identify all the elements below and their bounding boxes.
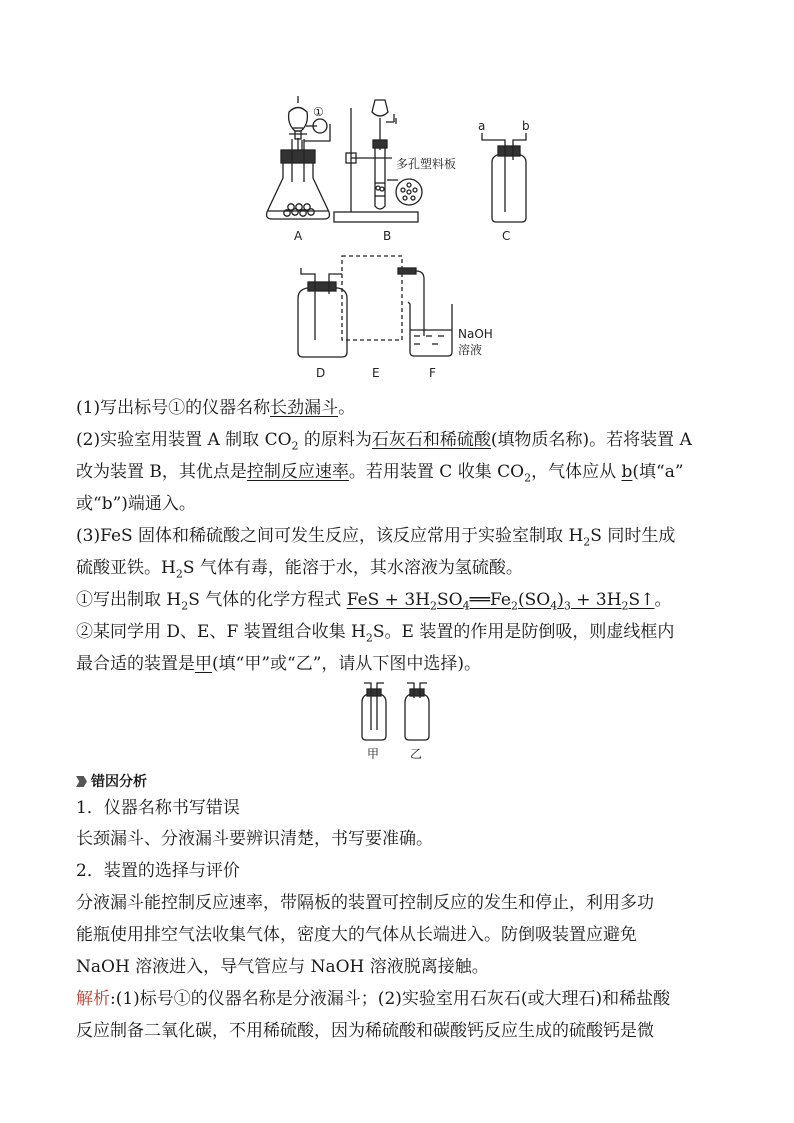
- naoh-solution-label: 溶液: [458, 343, 483, 357]
- marker-1: ①: [313, 105, 324, 119]
- plate-label: 多孔塑料板: [396, 157, 457, 171]
- label-e: E: [372, 366, 380, 380]
- q2-line-1: (2)实验室用装置 A 制取 $CO_2$ 的原料为石灰石和稀硫酸(填物质名称)。若将装置 A: [76, 430, 692, 453]
- label-jia: 甲: [367, 747, 380, 761]
- q3-line-3: ①写出制取 $H_2S$ 气体的化学方程式 FeS + $3H_2SO_4══Fe_2(SO_4)_3$ + $3H_2S↑$。: [76, 590, 672, 613]
- label-a-port: a: [478, 119, 486, 133]
- q3-line-2: 硫酸亚铁。$H_2S$ 气体有毒，能溶于水，其水溶液为氢硫酸。: [76, 558, 523, 581]
- label-yi: 乙: [410, 747, 423, 761]
- apparatus-d: [298, 268, 347, 357]
- analysis-p2-line-3: NaOH 溶液进入，导气管应与 NaOH 溶液脱离接触。: [76, 957, 489, 977]
- q3-line-4: ②某同学用 D、E、F 装置组合收集 $H_2S$。E 装置的作用是防倒吸，则虚线框内: [76, 622, 675, 645]
- q3-line-1: (3)FeS 固体和稀硫酸之间可发生反应，该反应常用于实验室制取 $H_2S$ 同时生成: [76, 526, 676, 549]
- arrow-marker-icon: [76, 776, 87, 787]
- q1-line: (1)写出标号①的仪器名称长劲漏斗。: [76, 398, 356, 418]
- analysis-p1-body: 长颈漏斗、分液漏斗要辨识清楚，书写要准确。: [76, 829, 433, 849]
- apparatus-c: [482, 133, 526, 222]
- label-f: F: [429, 366, 436, 380]
- solution-label: 解析: [76, 989, 110, 1009]
- chemical-equation: FeS + $3H_2SO_4══Fe_2(SO_4)_3$ + $3H_2S↑$: [346, 590, 655, 613]
- q2-line-3: 或“b”)端通入。: [76, 494, 196, 514]
- q2-line-2: 改为装置 B，其优点是控制反应速率。若用装置 C 收集 $CO_2$，气体应从 b(填“a”: [76, 462, 684, 485]
- bottle-jia: [362, 683, 386, 740]
- apparatus-f: [398, 268, 452, 356]
- q2-answer-port: b: [621, 462, 633, 482]
- q3-line-5: 最合适的装置是甲(填“甲”或“乙”，请从下图中选择)。: [76, 654, 482, 674]
- bottle-yi: [405, 683, 429, 740]
- solution-line-1: 解析:(1)标号①的仪器名称是分液漏斗；(2)实验室用石灰石(或大理石)和稀盐酸: [76, 989, 671, 1009]
- analysis-p2-title: 2．装置的选择与评价: [76, 861, 240, 881]
- naoh-label: NaOH: [458, 327, 493, 341]
- analysis-p2-line-1: 分液漏斗能控制反应速率，带隔板的装置可控制反应的发生和停止，利用多功: [76, 893, 654, 913]
- q3-answer-device: 甲: [195, 654, 212, 674]
- label-b: B: [383, 229, 392, 243]
- q2-answer-advantage: 控制反应速率: [246, 462, 349, 482]
- q1-answer: 长劲漏斗: [270, 398, 339, 418]
- solution-line-2: 反应制备二氧化碳，不用稀硫酸，因为稀硫酸和碳酸钙反应生成的硫酸钙是微: [76, 1021, 654, 1041]
- q2-answer-materials: 石灰石和稀硫酸: [371, 430, 491, 450]
- apparatus-e-box: [342, 256, 402, 340]
- analysis-heading: 错因分析: [76, 771, 147, 793]
- analysis-p1-title: 1．仪器名称书写错误: [76, 798, 240, 818]
- label-d: D: [316, 366, 326, 380]
- analysis-p2-line-2: 能瓶使用排空气法收集气体，密度大的气体从长端进入。防倒吸装置应避免: [76, 925, 637, 945]
- label-a: A: [294, 229, 303, 243]
- label-b-port: b: [522, 119, 530, 133]
- label-c: C: [502, 229, 511, 243]
